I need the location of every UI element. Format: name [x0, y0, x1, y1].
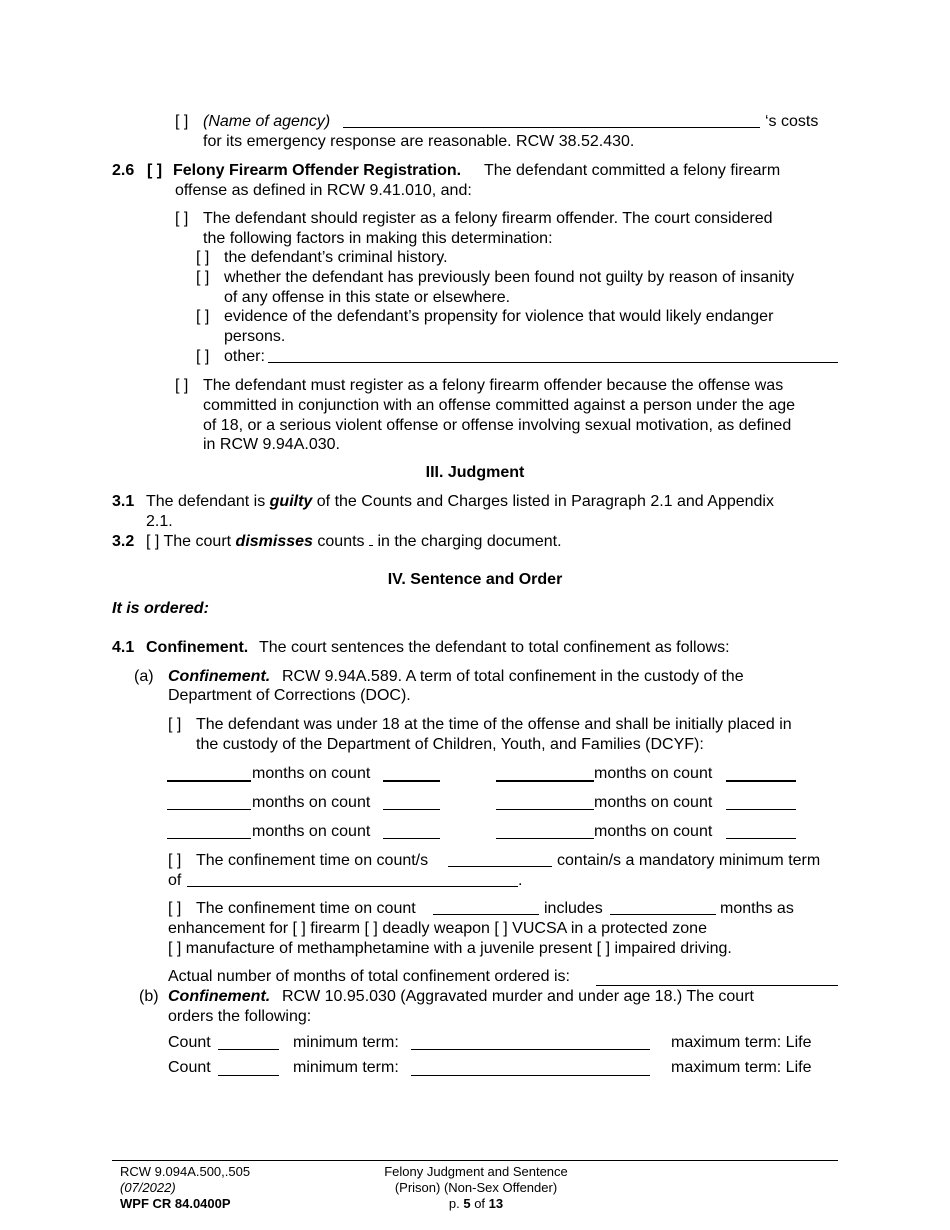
guilty-text-b: of the Counts and Charges listed in Paragraph 2.1 and Appendix — [316, 493, 774, 510]
dismiss-text-c: in the charging document. — [377, 533, 562, 550]
actual-months-field[interactable] — [596, 985, 838, 986]
dismiss-checkbox[interactable]: [ ] — [146, 533, 160, 550]
page-of: of — [474, 1196, 486, 1211]
dismiss-text-a: The court — [163, 533, 232, 550]
page-current: 5 — [463, 1196, 471, 1211]
footer-divider — [112, 1160, 838, 1161]
factor-checkbox[interactable]: [ ] — [196, 308, 210, 325]
footer-rcw: RCW 9.094A.500,.505 — [120, 1164, 251, 1179]
factor-text: whether the defendant has previously been found not guilty by reason of insanity — [224, 269, 795, 286]
factor-text: of any offense in this state or elsewhere. — [224, 289, 511, 306]
must-register-text: committed in conjunction with an offense committed against a person under the age — [203, 397, 796, 414]
months-field[interactable] — [496, 809, 594, 810]
factor-text: evidence of the defendant’s propensity for violence that would likely endanger — [224, 308, 774, 325]
mandatory-min-text: The confinement time on count/s — [196, 852, 429, 869]
months-label: months on count — [252, 765, 371, 782]
footer-date: (07/2022) — [120, 1180, 176, 1195]
page-prefix: p. — [448, 1196, 460, 1211]
dismiss-emphasis: dismisses — [235, 533, 313, 550]
dismiss-text-b: counts — [317, 533, 365, 550]
enhancement-options-2: [ ] manufacture of methamphetamine with a juvenile present [ ] impaired driving. — [168, 940, 732, 957]
section-number-2-6: 2.6 — [112, 162, 135, 179]
firearm-registration-text: The defendant committed a felony firearm — [484, 162, 781, 179]
section-number-4-1: 4.1 — [112, 639, 135, 656]
agency-costs-text: for its emergency response are reasonable. RCW 38.52.430. — [203, 133, 635, 150]
count-field[interactable] — [383, 838, 440, 839]
should-register-text: The defendant should register as a felony firearm offender. The court considered — [203, 210, 773, 227]
subsection-a-text: RCW 9.94A.589. A term of total confinement in the custody of the — [282, 668, 744, 685]
agency-costs-suffix: ‘s costs — [765, 113, 819, 130]
must-register-text: of 18, or a serious violent offense or offense involving sexual motivation, as defined — [203, 417, 792, 434]
count-field[interactable] — [218, 1075, 279, 1076]
mandatory-min-checkbox[interactable]: [ ] — [168, 852, 182, 869]
actual-months-label: Actual number of months of total confinement ordered is: — [168, 968, 570, 985]
enhancement-options: enhancement for [ ] firearm [ ] deadly weapon [ ] VUCSA in a protected zone — [168, 920, 707, 937]
minimum-term-field[interactable] — [411, 1075, 650, 1076]
dcyf-text: The defendant was under 18 at the time of the offense and shall be initially placed in — [196, 716, 792, 733]
mandatory-term-field[interactable] — [187, 886, 518, 887]
guilty-paragraph — [146, 492, 774, 511]
other-factor-field[interactable] — [268, 362, 838, 363]
enhancement-text: The confinement time on count — [196, 900, 416, 917]
other-factor-label: other: — [224, 348, 265, 365]
guilty-emphasis: guilty — [269, 493, 313, 510]
mandatory-of-label: of — [168, 872, 182, 889]
mandatory-min-text-b: contain/s a mandatory minimum term — [557, 852, 821, 869]
agency-label: (Name of agency) — [203, 113, 331, 130]
footer-title-2: (Prison) (Non-Sex Offender) — [394, 1180, 558, 1195]
months-label: months on count — [594, 794, 713, 811]
months-field[interactable] — [496, 780, 594, 782]
enhancement-count-field[interactable] — [433, 914, 539, 915]
sentence-heading: IV. Sentence and Order — [387, 571, 563, 588]
count-field[interactable] — [218, 1049, 279, 1050]
enhancement-text-b: includes — [544, 900, 603, 917]
months-label: months on count — [594, 765, 713, 782]
agency-checkbox[interactable]: [ ] — [175, 113, 189, 130]
mandatory-period: . — [518, 872, 523, 889]
enhancement-text-c: months as — [720, 900, 794, 917]
count-field[interactable] — [383, 809, 440, 810]
count-field[interactable] — [726, 809, 796, 810]
months-field[interactable] — [167, 780, 251, 782]
minimum-term-label: minimum term: — [293, 1059, 399, 1076]
months-field[interactable] — [496, 838, 594, 839]
mandatory-counts-field[interactable] — [448, 866, 552, 867]
must-register-text: in RCW 9.94A.030. — [203, 436, 340, 453]
count-field[interactable] — [383, 780, 440, 782]
should-register-checkbox[interactable]: [ ] — [175, 210, 189, 227]
subsection-a-title: Confinement. — [168, 668, 271, 685]
factor-checkbox[interactable]: [ ] — [196, 269, 210, 286]
months-label: months on count — [594, 823, 713, 840]
count-field[interactable] — [726, 780, 796, 782]
months-label: months on count — [252, 794, 371, 811]
factor-checkbox[interactable]: [ ] — [196, 249, 210, 266]
factor-text: the defendant’s criminal history. — [224, 249, 448, 266]
maximum-term-label: maximum term: Life — [671, 1059, 812, 1076]
footer-page-number — [336, 1196, 616, 1212]
enhancement-months-field[interactable] — [610, 914, 716, 915]
count-label: Count — [168, 1059, 211, 1076]
guilty-text-a: The defendant is — [146, 493, 266, 510]
agency-name-field[interactable] — [343, 127, 760, 128]
footer-form-number: WPF CR 84.0400P — [120, 1196, 231, 1211]
dismiss-paragraph — [146, 532, 562, 551]
count-field[interactable] — [726, 838, 796, 839]
must-register-text: The defendant must register as a felony firearm offender because the offense was — [203, 377, 784, 394]
maximum-term-label: maximum term: Life — [671, 1034, 812, 1051]
firearm-registration-text-2: offense as defined in RCW 9.41.010, and: — [175, 182, 472, 199]
months-field[interactable] — [167, 838, 251, 839]
subsection-b-label: (b) — [139, 988, 159, 1005]
it-is-ordered: It is ordered: — [112, 600, 209, 617]
months-field[interactable] — [167, 809, 251, 810]
must-register-checkbox[interactable]: [ ] — [175, 377, 189, 394]
dcyf-checkbox[interactable]: [ ] — [168, 716, 182, 733]
subsection-a-label: (a) — [134, 668, 154, 685]
confinement-text: The court sentences the defendant to total confinement as follows: — [259, 639, 730, 656]
footer-title: Felony Judgment and Sentence — [384, 1164, 568, 1179]
firearm-registration-title: Felony Firearm Offender Registration. — [173, 162, 462, 179]
judgment-heading: III. Judgment — [425, 464, 525, 481]
factor-text: persons. — [224, 328, 286, 345]
page-total: 13 — [488, 1196, 504, 1211]
section-number-3-1: 3.1 — [112, 493, 135, 510]
firearm-registration-checkbox[interactable]: [ ] — [147, 162, 163, 179]
months-label: months on count — [252, 823, 371, 840]
enhancement-checkbox[interactable]: [ ] — [168, 900, 182, 917]
section-number-3-2: 3.2 — [112, 533, 135, 550]
minimum-term-label: minimum term: — [293, 1034, 399, 1051]
subsection-b-title: Confinement. — [168, 988, 271, 1005]
subsection-b-text-2: orders the following: — [168, 1008, 312, 1025]
dcyf-text-2: the custody of the Department of Children, Youth, and Families (DCYF): — [196, 736, 704, 753]
minimum-term-field[interactable] — [411, 1049, 650, 1050]
subsection-a-text-2: Department of Corrections (DOC). — [168, 687, 411, 704]
dismissed-counts-field[interactable] — [369, 533, 373, 546]
count-label: Count — [168, 1034, 211, 1051]
other-factor-checkbox[interactable]: [ ] — [196, 348, 210, 365]
subsection-b-text: RCW 10.95.030 (Aggravated murder and under age 18.) The court — [282, 988, 754, 1005]
should-register-text-2: the following factors in making this determination: — [203, 230, 553, 247]
confinement-title: Confinement. — [146, 639, 249, 656]
guilty-text-line2: 2.1. — [146, 513, 173, 530]
